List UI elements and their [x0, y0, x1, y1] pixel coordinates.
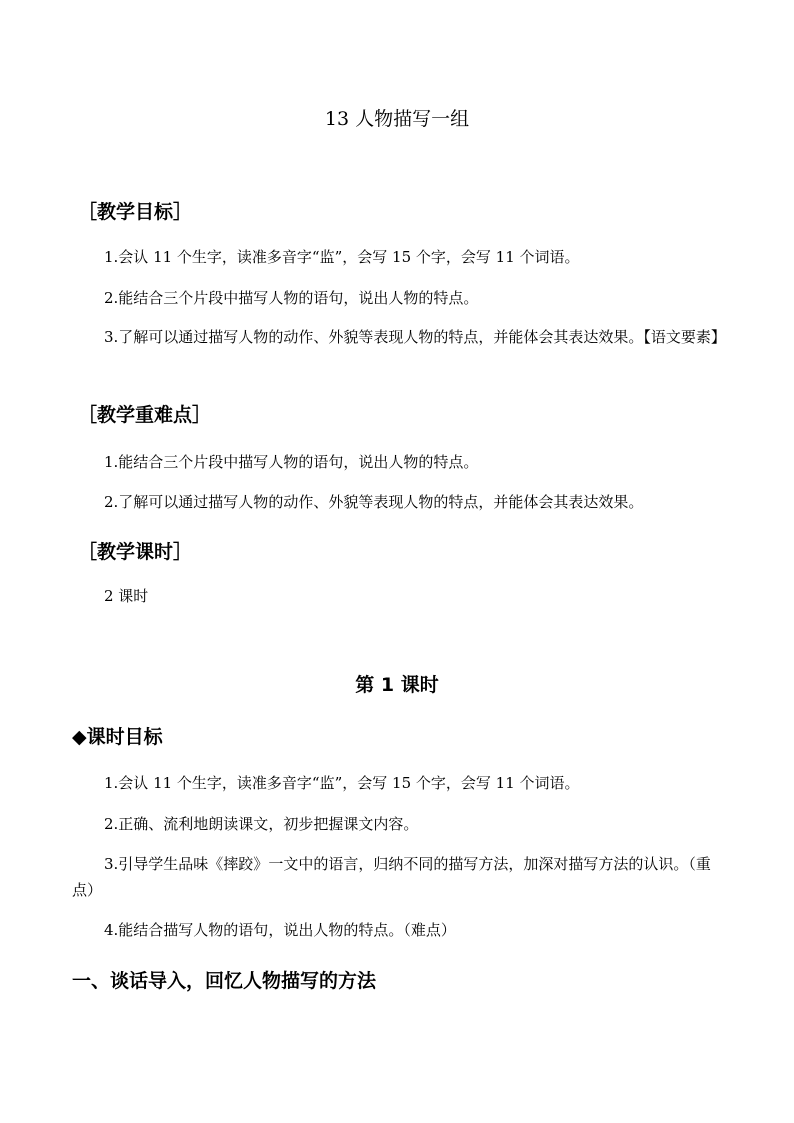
section-heading-periods: ［教学课时］	[78, 541, 193, 563]
document-title: 13 人物描写一组	[324, 108, 470, 130]
lesson-objective-item: 1.会认 11 个生字，读准多音字“监”，会写 15 个字，会写 11 个词语。	[104, 774, 580, 792]
section-heading-objectives: ［教学目标］	[78, 201, 193, 223]
objective-item: 2.能结合三个片段中描写人物的语句，说出人物的特点。	[104, 289, 479, 307]
periods-value: 2 课时	[104, 587, 149, 605]
lesson-heading: 第 1 课时	[355, 674, 439, 696]
lesson-objective-item: 2.正确、流利地朗读课文，初步把握课文内容。	[104, 815, 419, 833]
section-heading-key-points: ［教学重难点］	[78, 404, 212, 426]
key-point-item: 2.了解可以通过描写人物的动作、外貌等表现人物的特点，并能体会其表达效果。	[104, 493, 644, 511]
key-point-item: 1.能结合三个片段中描写人物的语句，说出人物的特点。	[104, 453, 479, 471]
lesson-objective-item: 3.引导学生品味《摔跤》一文中的语言，归纳不同的描写方法，加深对描写方法的认识。（重点）	[72, 855, 711, 899]
step-heading: 一、谈话导入，回忆人物描写的方法	[72, 970, 377, 992]
lesson-objective-item: 4.能结合描写人物的语句，说出人物的特点。（难点）	[104, 921, 456, 939]
lesson-objectives-heading: ◆课时目标	[72, 726, 163, 748]
objective-item: 1.会认 11 个生字，读准多音字“监”，会写 15 个字，会写 11 个词语。	[104, 248, 580, 266]
objective-item: 3.了解可以通过描写人物的动作、外貌等表现人物的特点，并能体会其表达效果。【语文要素】	[104, 328, 726, 346]
